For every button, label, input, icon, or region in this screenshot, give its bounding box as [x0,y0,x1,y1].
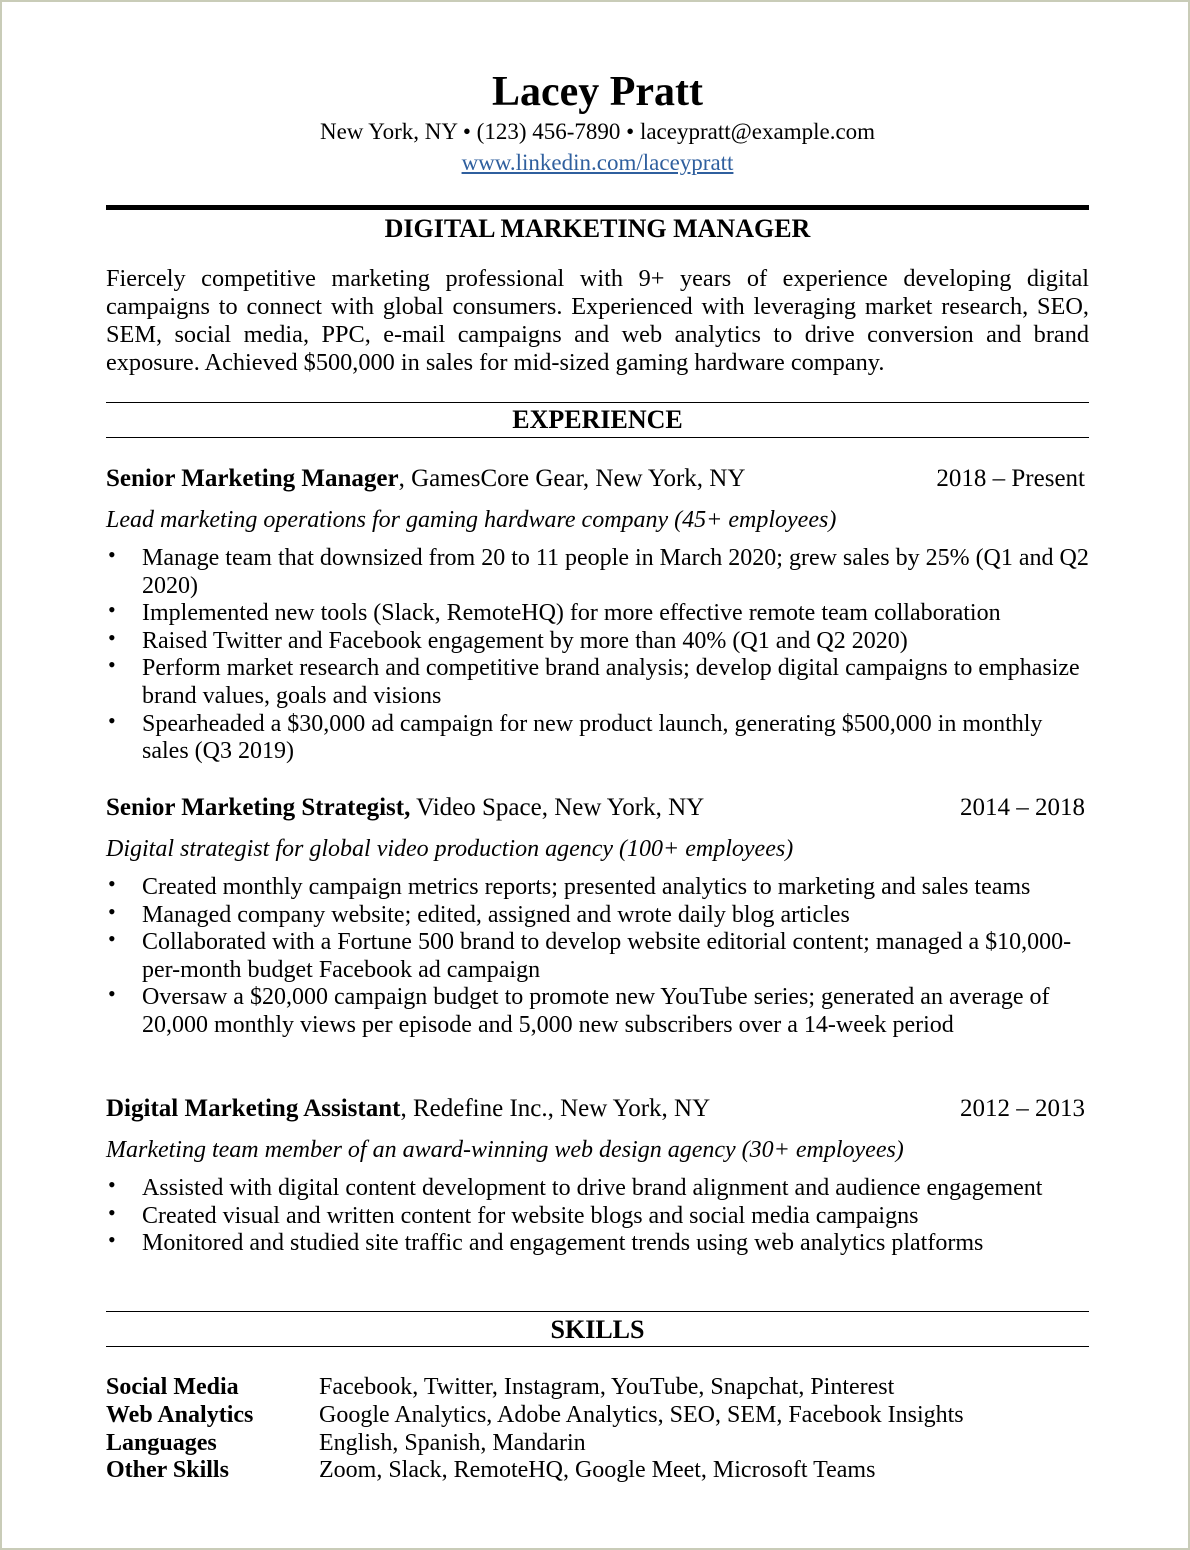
resume-name: Lacey Pratt [491,69,704,115]
skill-row [106,1402,1089,1430]
job-company: , GamesCore Gear, New York, NY [398,465,746,492]
skills-rule-bottom [106,1346,1089,1347]
bullet-item: • Collaborated with a Fortune 500 brand to develop website editorial content; managed a $10,000-per-month budget Facebook ad campaign [106,929,1089,984]
job-company: Video Space, New York, NY [410,794,705,821]
job-header [106,793,1089,823]
skill-category: Social Media [106,1374,239,1400]
bullet-item: • Monitored and studied site traffic and engagement trends using web analytics platforms [106,1230,1089,1258]
headline: DIGITAL MARKETING MANAGER [384,214,811,243]
skill-category: Web Analytics [106,1401,254,1428]
bullet-item: • Managed company website; edited, assigned and wrote daily blog articles [106,902,1089,930]
skill-values: Facebook, Twitter, Instagram, YouTube, Snapchat, Pinterest [319,1374,895,1400]
linkedin-line [106,149,1089,177]
bullet-item: • Created monthly campaign metrics reports; presented analytics to marketing and sales teams [106,874,1089,902]
job-title: Digital Marketing Assistant [106,1095,401,1122]
skill-category: Other Skills [106,1457,229,1484]
skills-rule-top [106,1311,1089,1312]
job-dates: 2018 – Present [936,465,1085,492]
job-header [106,1094,1089,1124]
contact-line: New York, NY • (123) 456-7890 • laceypratt@example.com [319,119,876,144]
summary-paragraph: Fiercely competitive marketing professional with 9+ years of experience developing digital campaigns to connect with global consumers. Experienced with leveraging market research, SEO, SEM, social media, PPC, e-mail campaigns and web analytics to drive conversion and brand exposure. Achieved $500,000 in sales for mid-sized gaming hardware company. [106,265,1089,376]
job-bullets [106,874,1089,1040]
job-company: , Redefine Inc., New York, NY [400,1095,711,1122]
skill-values: Zoom, Slack, RemoteHQ, Google Meet, Microsoft Teams [319,1457,876,1484]
bullet-item: • Raised Twitter and Facebook engagement by more than 40% (Q1 and Q2 2020) [106,628,1089,656]
job-dates: 2012 – 2013 [960,1095,1085,1122]
bullet-item: • Manage team that downsized from 20 to 11 people in March 2020; grew sales by 25% (Q1 and Q2 2020) [106,545,1089,600]
skill-row [106,1374,1089,1402]
bullet-item: • Perform market research and competitive brand analysis; develop digital campaigns to emphasize brand values, goals and visions [106,655,1089,710]
job-bullets [106,545,1089,766]
bullet-item: • Implemented new tools (Slack, RemoteHQ) for more effective remote team collaboration [106,600,1089,628]
job-dates: 2014 – 2018 [960,794,1085,821]
job-title: Senior Marketing Manager [106,465,399,492]
header-divider [106,205,1089,210]
linkedin-link[interactable]: www.linkedin.com/laceypratt [461,150,734,175]
bullet-item: • Oversaw a $20,000 campaign budget to promote new YouTube series; generated an average of 20,000 monthly views per episode and 5,000 new subscribers over a 14-week period [106,984,1089,1039]
skills-list [106,1374,1089,1485]
job-bullets [106,1175,1089,1258]
job-title: Senior Marketing Strategist, [106,794,411,821]
experience-rule-top [106,402,1089,403]
job-description: Lead marketing operations for gaming hardware company (45+ employees) [106,507,837,533]
bullet-item: • Assisted with digital content development to drive brand alignment and audience engagement [106,1175,1089,1203]
job-description: Marketing team member of an award-winning web design agency (30+ employees) [106,1137,904,1163]
job-description: Digital strategist for global video production agency (100+ employees) [106,836,794,862]
skill-values: English, Spanish, Mandarin [319,1429,586,1456]
skill-row [106,1457,1089,1485]
bullet-item: • Created visual and written content for website blogs and social media campaigns [106,1203,1089,1231]
bullet-item: • Spearheaded a $30,000 ad campaign for new product launch, generating $500,000 in monthly sales (Q3 2019) [106,711,1089,766]
skill-row [106,1430,1089,1458]
experience-rule-bottom [106,437,1089,438]
experience-heading: EXPERIENCE [512,405,683,434]
skill-category: Languages [106,1429,217,1456]
skill-values: Google Analytics, Adobe Analytics, SEO, SEM, Facebook Insights [319,1401,964,1428]
skills-heading: SKILLS [550,1315,645,1344]
job-header [106,464,1089,494]
